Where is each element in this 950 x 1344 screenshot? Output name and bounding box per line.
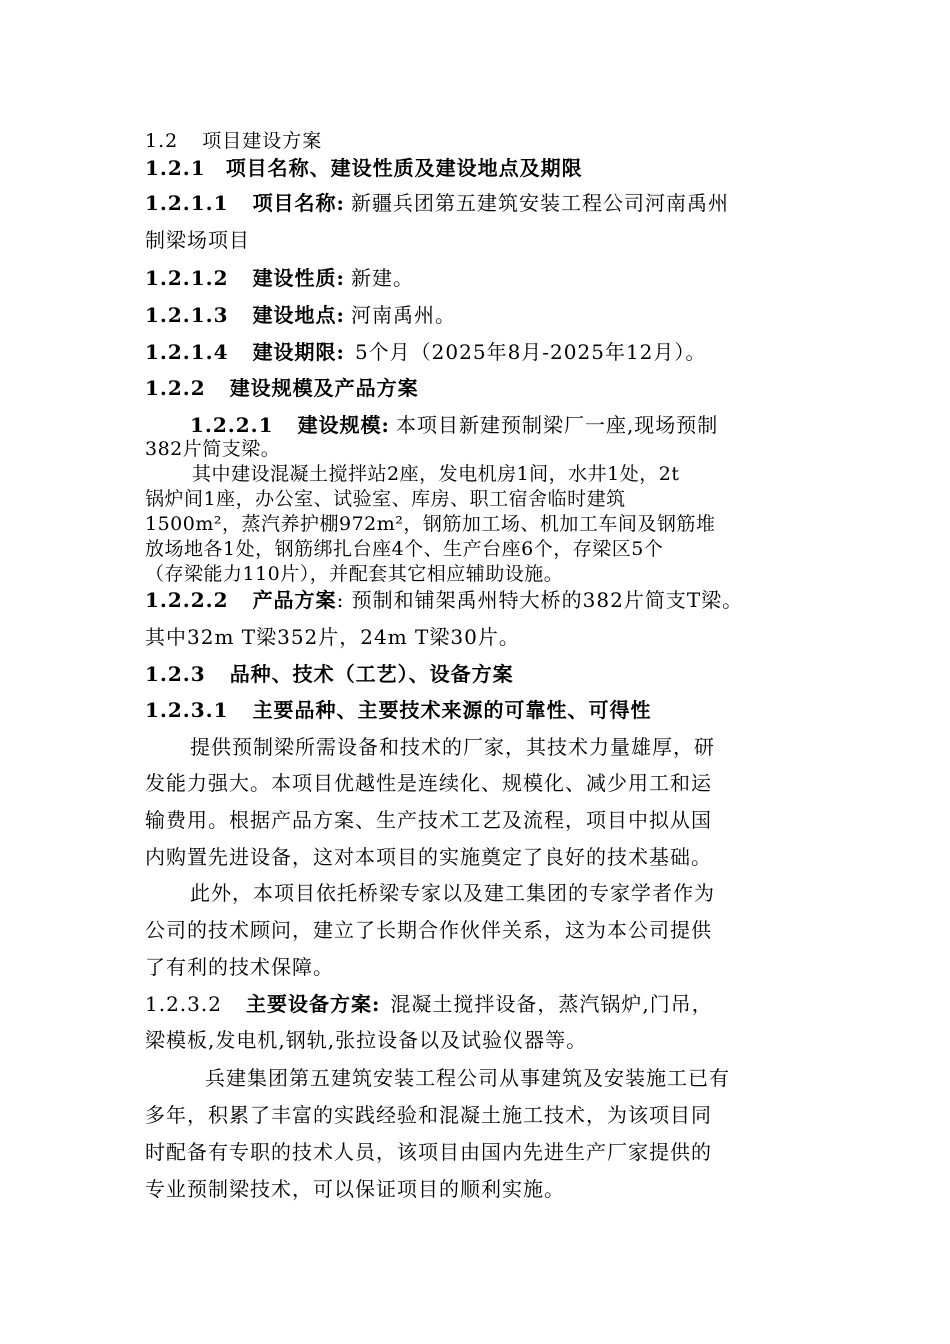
item-project-name-cont: 制梁场项目 xyxy=(145,228,250,252)
item-number: 1.2.3.2 xyxy=(145,992,222,1016)
paragraph-line: 了有利的技术保障。 xyxy=(145,955,334,979)
item-construction-site xyxy=(145,299,456,328)
heading-number: 1.2.3.1 xyxy=(145,698,229,722)
paragraph-line: 时配备有专职的技术人员，该项目由国内先进生产厂家提供的 xyxy=(145,1140,712,1164)
item-text: : 预制和铺架禹州特大桥的382片简支T梁。 xyxy=(336,588,744,612)
heading-1-2-3-1 xyxy=(145,694,652,723)
scale-line: 放场地各1处，钢筋绑扎台座4个、生产台座6个，存梁区5个 xyxy=(145,538,664,560)
item-project-name xyxy=(145,187,729,216)
item-text: 混凝土搅拌设备，蒸汽锅炉,门吊， xyxy=(390,992,713,1016)
item-label: 项目名称: xyxy=(252,191,345,215)
paragraph-line: 此外，本项目依托桥梁专家以及建工集团的专家学者作为 xyxy=(190,881,715,905)
item-text: 河南禹州。 xyxy=(350,303,456,327)
scale-line: 382片简支梁。 xyxy=(145,438,281,460)
heading-number: 1.2.1 xyxy=(145,156,206,180)
heading-1-2-1 xyxy=(145,152,583,181)
item-construction-period xyxy=(145,336,706,365)
heading-1-2 xyxy=(145,126,322,153)
paragraph-line: 输费用。根据产品方案、生产技术工艺及流程，项目中拟从国 xyxy=(145,808,712,832)
heading-number: 1.2.3 xyxy=(145,662,206,686)
item-number: 1.2.2.2 xyxy=(145,588,229,612)
scale-line: 1500m²，蒸汽养护棚972m²，钢筋加工场、机加工车间及钢筋堆 xyxy=(145,513,716,535)
heading-1-2-3 xyxy=(145,658,514,687)
item-text: 新疆兵团第五建筑安装工程公司河南禹州 xyxy=(350,191,729,215)
scale-line: （存梁能力110片），并配套其它相应辅助设施。 xyxy=(145,563,564,585)
paragraph-line: 内购置先进设备，这对本项目的实施奠定了良好的技术基础。 xyxy=(145,845,712,869)
item-text: 本项目新建预制梁厂一座,现场预制 xyxy=(395,413,719,437)
item-label: 主要设备方案: xyxy=(245,992,381,1016)
heading-title: 项目名称、建设性质及建设地点及期限 xyxy=(225,156,583,180)
scale-line: 其中建设混凝土搅拌站2座，发电机房1间，水井1处，2t xyxy=(192,463,680,485)
item-label: 产品方案 xyxy=(252,588,337,612)
heading-number: 1.2 xyxy=(145,130,179,152)
paragraph-line: 提供预制梁所需设备和技术的厂家，其技术力量雄厚，研 xyxy=(190,735,715,759)
item-text: 新建。 xyxy=(350,266,414,290)
scale-line: 锅炉间1座，办公室、试验室、库房、职工宿舍临时建筑 xyxy=(145,488,626,510)
paragraph-line: 发能力强大。本项目优越性是连续化、规模化、减少用工和运 xyxy=(145,771,712,795)
item-label: 建设规模: xyxy=(297,413,390,437)
item-product-plan-cont: 其中32m T梁352片，24m T梁30片。 xyxy=(145,625,520,649)
item-label: 建设地点: xyxy=(252,303,345,327)
heading-title: 项目建设方案 xyxy=(202,130,323,152)
item-construction-nature xyxy=(145,262,414,291)
paragraph-line: 多年，积累了丰富的实践经验和混凝土施工技术，为该项目同 xyxy=(145,1103,712,1127)
item-label: 建设性质: xyxy=(252,266,345,290)
heading-title: 品种、技术（工艺）、设备方案 xyxy=(229,662,514,686)
item-number: 1.2.1.3 xyxy=(145,303,229,327)
paragraph-line: 兵建集团第五建筑安装工程公司从事建筑及安装施工已有 xyxy=(205,1066,730,1090)
item-product-plan xyxy=(145,584,743,613)
heading-title: 主要品种、主要技术来源的可靠性、可得性 xyxy=(252,698,652,722)
item-number: 1.2.2.1 xyxy=(190,413,274,437)
paragraph-line: 公司的技术顾问，建立了长期合作伙伴关系，这为本公司提供 xyxy=(145,918,712,942)
item-number: 1.2.1.2 xyxy=(145,266,229,290)
item-main-equipment-cont: 梁模板,发电机,钢轨,张拉设备以及试验仪器等。 xyxy=(145,1028,588,1052)
item-label: 建设期限: xyxy=(252,340,345,364)
heading-title: 建设规模及产品方案 xyxy=(229,376,419,400)
item-number: 1.2.1.1 xyxy=(145,191,229,215)
paragraph-line: 专业预制梁技术，可以保证项目的顺利实施。 xyxy=(145,1177,565,1201)
item-main-equipment xyxy=(145,988,713,1017)
item-text: 5个月（2025年8月-2025年12月）。 xyxy=(354,340,707,364)
heading-1-2-2 xyxy=(145,372,419,401)
item-number: 1.2.1.4 xyxy=(145,340,229,364)
heading-number: 1.2.2 xyxy=(145,376,206,400)
